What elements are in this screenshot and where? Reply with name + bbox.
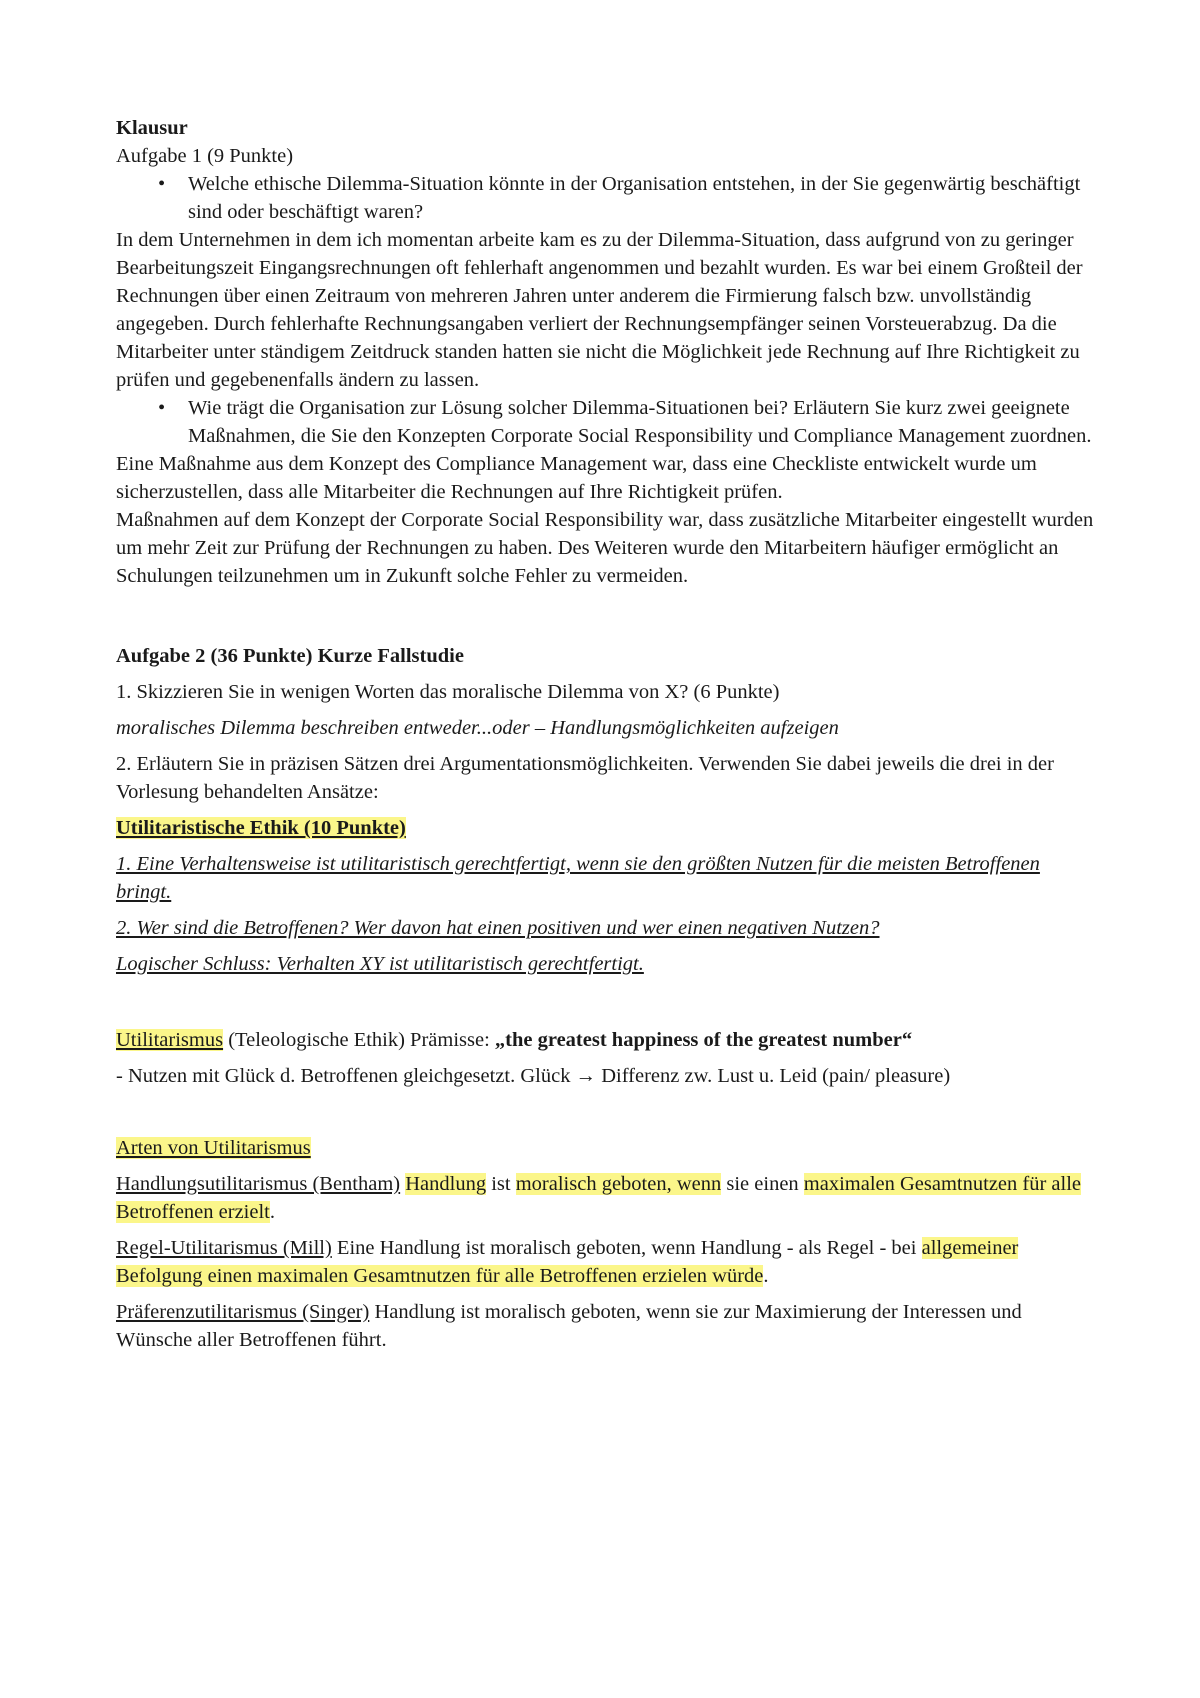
premise-mid: (Teleologische Ethik) Prämisse: (223, 1029, 495, 1051)
aufgabe1-heading: Aufgabe 1 (9 Punkte) (116, 145, 294, 167)
aufgabe2-hint-1: moralisches Dilemma beschreiben entweder...oder – Handlungsmöglichkeiten aufzeigen (116, 717, 839, 739)
hu-maximal: maximalen Gesamtnutzen für alle Betroffenen erzielt (116, 1173, 1082, 1223)
spacer (116, 1290, 1096, 1298)
premise-term: Utilitarismus (116, 1029, 224, 1051)
bullet-icon: • (158, 173, 166, 195)
spacer (116, 670, 1096, 678)
hu-term: Handlungsutilitarismus (Bentham) (116, 1173, 401, 1195)
pu-text: Handlung ist moralisch geboten, wenn sie zur Maximierung der Interessen und Wünsche aller Betroffenen führt. (116, 1301, 1022, 1351)
aufgabe2-question-1: 1. Skizzieren Sie in wenigen Worten das moralische Dilemma von X? (6 Punkte) (116, 681, 780, 703)
list-item (116, 170, 1096, 226)
arten-heading (116, 1134, 1096, 1162)
aufgabe1-question-list-2 (116, 394, 1096, 450)
aufgabe1-question-1: Welche ethische Dilemma-Situation könnte in der Organisation entstehen, in der Sie gegenwärtig beschäftigt sind oder beschäftigt waren? (188, 173, 1081, 223)
aufgabe1-question-2: Wie trägt die Organisation zur Lösung solcher Dilemma-Situationen bei? Erläutern Sie kurz zwei geeignete Maßnahmen, die Sie den Konzepten Corporate Social Responsibility und Compliance Management zuordnen. (188, 397, 1092, 447)
document-page (116, 114, 1096, 1354)
aufgabe1-answer-2a: Eine Maßnahme aus dem Konzept des Compliance Management war, dass eine Checkliste entwickelt wurde um sicherzustellen, dass alle Mitarbeiter die Rechnungen auf Ihre Richtigkeit prüfen. (116, 453, 1037, 503)
spacer (116, 590, 1096, 642)
aufgabe2-question-2: 2. Erläutern Sie in präzisen Sätzen drei Argumentationsmöglichkeiten. Verwenden Sie dabei jeweils die drei in der Vorlesung behandelten Ansätze: (116, 753, 1054, 803)
util-heading-text: Utilitaristische Ethik (10 Punkte) (116, 817, 406, 839)
spacer (116, 1162, 1096, 1170)
spacer (116, 906, 1096, 914)
bullet-icon: • (158, 397, 166, 419)
util-heading (116, 814, 1096, 842)
hu-sie-einen: sie einen (721, 1173, 804, 1195)
spacer (116, 1090, 1096, 1134)
handlungsutilitarismus (116, 1170, 1096, 1226)
regel-utilitarismus (116, 1234, 1096, 1290)
spacer (116, 1226, 1096, 1234)
spacer (116, 1054, 1096, 1062)
aufgabe1-question-list-1 (116, 170, 1096, 226)
arten-heading-text: Arten von Utilitarismus (116, 1137, 311, 1159)
spacer (116, 806, 1096, 814)
hu-handlung: Handlung (405, 1173, 487, 1195)
util-point-2: 2. Wer sind die Betroffenen? Wer davon hat einen positiven und wer einen negativen Nutzen? (116, 917, 880, 939)
utilitarismus-premise (116, 1026, 1096, 1054)
ru-term: Regel-Utilitarismus (Mill) (116, 1237, 332, 1259)
hu-ist: ist (486, 1173, 516, 1195)
spacer (116, 706, 1096, 714)
spacer (116, 942, 1096, 950)
spacer (116, 978, 1096, 1026)
util-point-1: 1. Eine Verhaltensweise ist utilitaristisch gerechtfertigt, wenn sie den größten Nutzen für die meisten Betroffenen bringt. (116, 853, 1040, 903)
doc-title: Klausur (116, 117, 188, 139)
premise-quote: „the greatest happiness of the greatest number“ (494, 1029, 913, 1051)
praeferenzutilitarismus (116, 1298, 1096, 1354)
spacer (116, 842, 1096, 850)
nutzen-definition: - Nutzen mit Glück d. Betroffenen gleichgesetzt. Glück → Differenz zw. Lust u. Leid (pain/ pleasure) (116, 1065, 951, 1087)
aufgabe2-heading: Aufgabe 2 (36 Punkte) Kurze Fallstudie (116, 645, 464, 667)
ru-text: Eine Handlung ist moralisch geboten, wenn Handlung - als Regel - bei (331, 1237, 922, 1259)
aufgabe1-answer-2b: Maßnahmen auf dem Konzept der Corporate Social Responsibility war, dass zusätzliche Mitarbeiter eingestellt wurden um mehr Zeit zur Prüfung der Rechnungen zu haben. Des Weiteren wurde den Mitarbeitern häufiger ermöglicht an Schulungen teilzunehmen um in Zukunft solche Fehler zu vermeiden. (116, 509, 1094, 587)
ru-highlight: allgemeiner Befolgung einen maximalen Gesamtnutzen für alle Betroffenen erzielen würde (116, 1237, 1019, 1287)
util-conclusion: Logischer Schluss: Verhalten XY ist utilitaristisch gerechtfertigt. (116, 953, 644, 975)
spacer (116, 742, 1096, 750)
list-item (116, 394, 1096, 450)
ru-period: . (763, 1265, 769, 1287)
hu-geboten: moralisch geboten, wenn (515, 1173, 722, 1195)
hu-period: . (269, 1201, 275, 1223)
pu-term: Präferenzutilitarismus (Singer) (116, 1301, 370, 1323)
aufgabe1-answer-1: In dem Unternehmen in dem ich momentan arbeite kam es zu der Dilemma-Situation, dass aufgrund von zu geringer Bearbeitungszeit Eingangsrechnungen oft fehlerhaft angenommen und bezahlt wurden. Es war bei einem Großteil der Rechnungen über einen Zeitraum von mehreren Jahren unter anderem die Firmierung falsch bzw. unvollständig angegeben. Durch fehlerhafte Rechnungsangaben verliert der Rechnungsempfänger seinen Vorsteuerabzug. Da die Mitarbeiter unter ständigem Zeitdruck standen hatten sie nicht die Möglichkeit jede Rechnung auf Ihre Richtigkeit zu prüfen und gegebenenfalls ändern zu lassen. (116, 229, 1083, 391)
